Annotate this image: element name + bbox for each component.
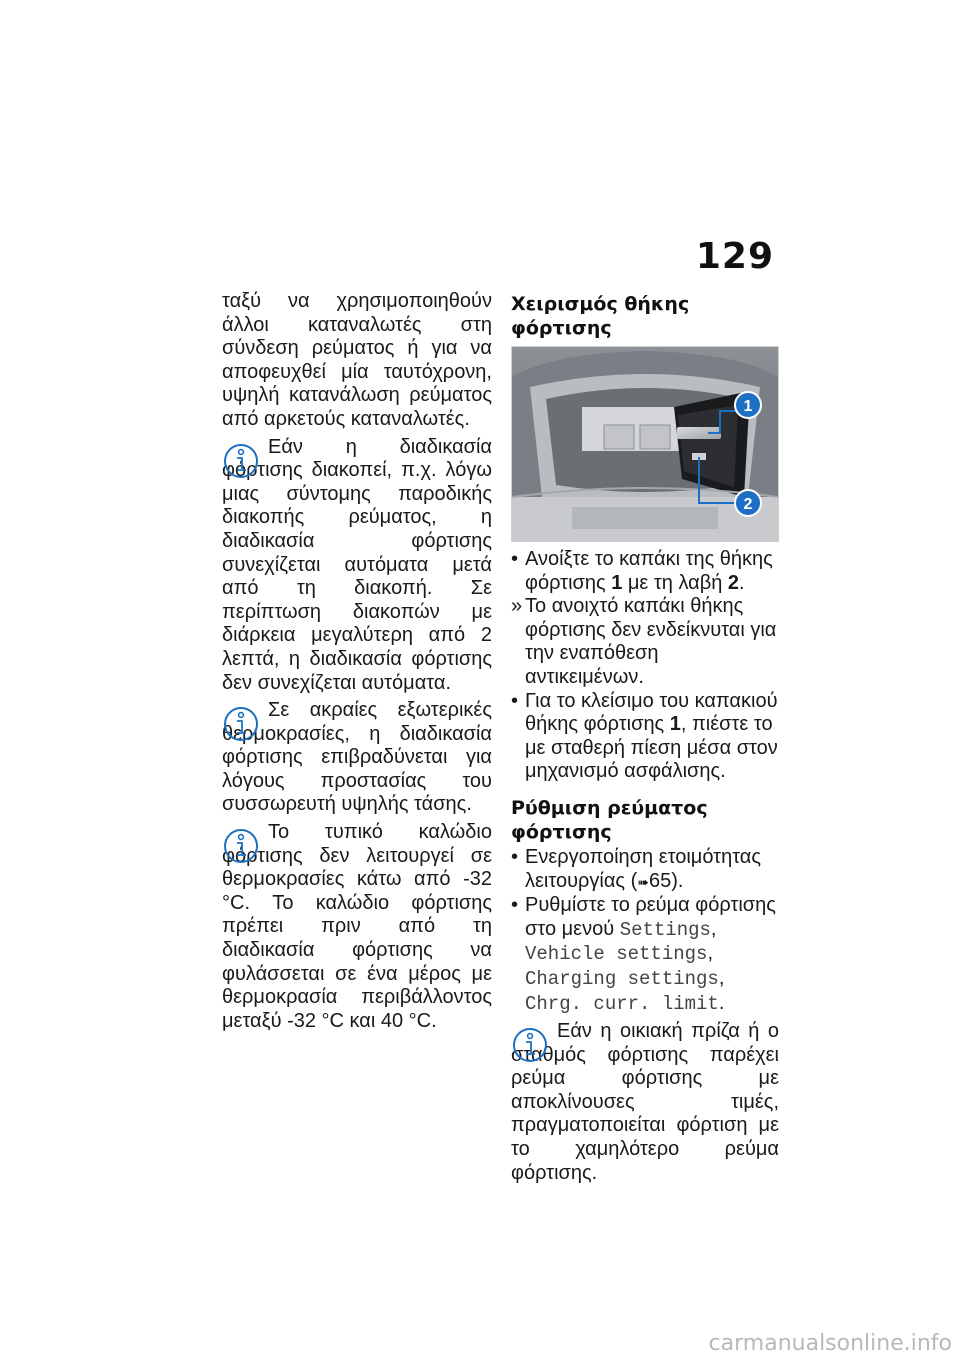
step-text: , <box>710 917 717 940</box>
menu-path-vehicle-settings: Vehicle settings <box>525 943 708 966</box>
left-column <box>222 290 492 1033</box>
result-marker: » <box>511 595 523 618</box>
note-text: Εάν η οικιακή πρίζα ή ο σταθμός φόρτισης παρέχει ρεύμα φόρτισης με αποκλίνουσες τιμές, πραγματοποιείται φόρτιση με το χαμηλότερο ρεύμα φόρτισης. <box>511 1020 779 1184</box>
callout-label-1: 1 <box>743 398 753 415</box>
step-text: Ανοίξτε το καπάκι της θήκης φόρτισης <box>525 548 773 594</box>
list-item <box>511 846 779 894</box>
step-text: , <box>707 942 713 965</box>
info-icon <box>222 442 260 480</box>
menu-path-charge-current-limit: Chrg. curr. limit <box>525 992 719 1015</box>
menu-path-charging-settings: Charging settings <box>525 967 719 990</box>
note-charging-interrupt <box>222 436 492 696</box>
info-icon <box>511 1026 549 1064</box>
section-heading-charging-compartment: Χειρισμός θήκης φόρτισης <box>511 293 690 339</box>
step-text: , πιέστε το με σταθερή πίεση μέσα στον μηχανισμό ασφάλισης. <box>525 713 778 783</box>
note-text: Εάν η διαδικασία φόρτισης διακοπεί, π.χ. λόγω μιας σύντομης παροδικής διακοπής ρεύματος, η διαδικασία φόρτισης συνεχίζεται αυτόματα μετά από τη διακοπή. Σε περίπτωση διακοπών με διάρκεια μεγαλύτερη από 2 λεπτά, η διαδικασία φόρτισης δεν συνεχίζεται αυτόματα. <box>222 435 492 694</box>
menu-path-settings: Settings <box>619 918 711 941</box>
callout-ref: 1 <box>669 713 681 736</box>
bullet-marker: • <box>511 845 519 868</box>
step-text: με τη λαβή <box>622 571 728 594</box>
step-text: . <box>739 571 745 594</box>
bullet-marker: • <box>511 894 519 917</box>
section-heading-charging-current: Ρύθμιση ρεύματος φόρτισης <box>511 796 708 843</box>
bullet-marker: • <box>511 548 519 570</box>
step-text: ). <box>671 869 684 892</box>
step-text: Το ανοιχτό καπάκι θήκης φόρτισης δεν ενδείκνυται για την εναπόθεση αντικειμένων. <box>525 595 777 688</box>
step-text: . <box>718 991 725 1014</box>
page-reference-arrow-icon: ➠ <box>637 873 650 890</box>
step-text: , <box>718 966 725 989</box>
right-column <box>511 290 779 1185</box>
info-icon <box>222 827 260 865</box>
note-extreme-temperatures <box>222 699 492 817</box>
intro-paragraph: ταξύ να χρησιμοποιηθούν άλλοι καταναλωτές στη σύνδεση ρεύματος ή για να αποφευχθεί μία ταυτόχρονη, υψηλή κατανάλωση ρεύματος από αρκετούς καταναλωτές. <box>222 290 492 430</box>
charging-compartment-steps <box>511 548 779 784</box>
note-text: Σε ακραίες εξωτερικές θερμοκρασίες, η διαδικασία φόρτισης επιβραδύνεται για λόγους προστασίας του συσσωρευτή υψηλής τάσης. <box>222 699 492 816</box>
note-text: Το τυπικό καλώδιο φόρτισης δεν λειτουργεί σε θερμοκρασίες κάτω από -32 °C. Το καλώδιο φόρτισης πρέπει πριν από τη διαδικασία φόρτισης να φυλάσσεται σε ένα μέρος με θερμοκρασία περιβάλλοντος μεταξύ -32 °C και 40 °C. <box>222 821 492 1032</box>
charging-compartment-figure <box>511 346 779 542</box>
list-item <box>511 548 779 595</box>
callout-label-2: 2 <box>743 496 753 513</box>
charging-current-steps <box>511 846 779 1016</box>
step-text: Για το κλείσιμο του καπακιού θήκης φόρτισης <box>525 689 778 736</box>
step-text: Ενεργοποίηση ετοιμότητας λειτουργίας ( <box>525 845 762 892</box>
note-household-socket <box>511 1020 779 1185</box>
info-icon <box>222 705 260 743</box>
callout-ref: 2 <box>727 571 740 594</box>
bullet-marker: • <box>511 689 519 712</box>
callout-ref: 1 <box>611 571 623 594</box>
watermark: carmanualsonline.info <box>708 1331 952 1356</box>
page-number: 129 <box>695 236 774 277</box>
page-reference-link[interactable]: 65 <box>649 869 672 892</box>
step-text: Ρυθμίστε το ρεύμα φόρτισης στο μενού <box>525 894 776 940</box>
list-item <box>511 894 779 1016</box>
note-charging-cable-temperature <box>222 821 492 1033</box>
list-item <box>511 595 779 689</box>
list-item <box>511 690 779 784</box>
charging-compartment-illustration <box>512 347 778 541</box>
